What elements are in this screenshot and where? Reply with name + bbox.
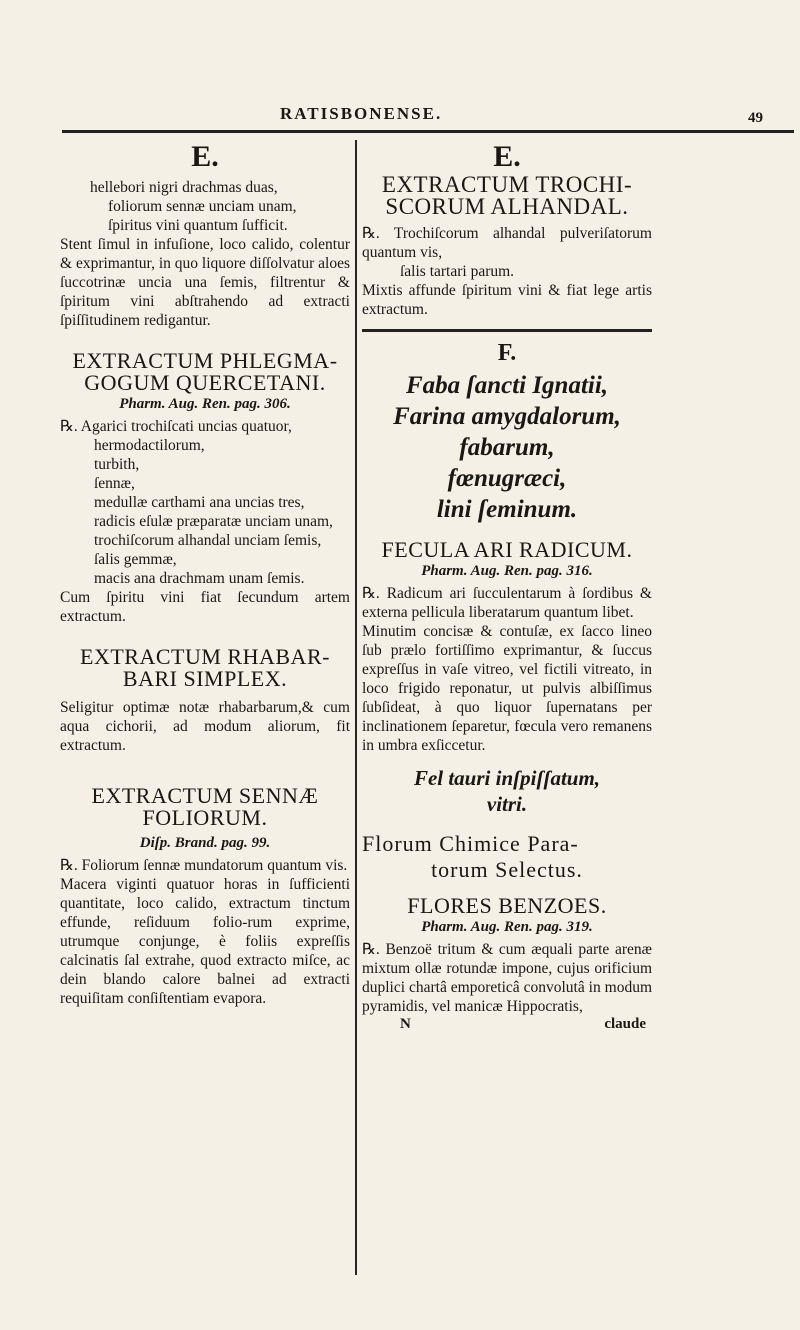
italic-entry: fabarum, <box>459 434 555 461</box>
ingredient-line: turbith, <box>94 456 140 473</box>
page-number: 49 <box>748 110 763 126</box>
paragraph: ℞. Trochiſcorum alhandal pulveriſatorum quantum vis, <box>362 225 652 261</box>
running-title: RATISBONENSE. <box>280 104 443 123</box>
right-column <box>362 140 652 1033</box>
paragraph: Minutim concisæ & contuſæ, ex ſacco lineo ſub prælo fortiſſimo exprimantur, & ſuccus expreſſus in vaſe vitreo, vel fictili vitreato, in loco frigido reponatur, ut pulvis albiſſimus ſubſideat, à quo liquor ſupernatans per inclinationem ſeparetur, fœcula vero remanens in umbra exſiccetur. <box>362 623 652 754</box>
section-letter: E. <box>191 140 219 173</box>
source-citation: Pharm. Aug. Ren. pag. 316. <box>421 563 593 579</box>
ingredient-line: medullæ carthami ana uncias tres, <box>94 494 305 511</box>
italic-entry: vitri. <box>486 792 528 816</box>
left-column <box>60 140 350 1008</box>
ingredient-line: radicis eſulæ præparatæ unciam unam, <box>94 513 333 530</box>
section-heading: BARI SIMPLEX. <box>122 666 288 691</box>
catchword: claude <box>604 1016 646 1032</box>
ingredient-line: ſpiritus vini quantum ſufficit. <box>108 217 288 234</box>
italic-entry: Faba ſancti Ignatii, <box>405 372 609 399</box>
ingredient-line: ſalis gemmæ, <box>94 551 177 568</box>
section-rule <box>362 329 652 332</box>
source-citation: Pharm. Aug. Ren. pag. 319. <box>421 919 593 935</box>
ingredient-line: hellebori nigri drachmas duas, <box>90 179 278 196</box>
section-heading: torum Selectus. <box>431 857 583 882</box>
ingredient-line: trochiſcorum alhandal unciam ſemis, <box>94 532 322 549</box>
italic-entry: fœnugræci, <box>447 465 567 492</box>
section-letter: E. <box>493 140 521 173</box>
section-heading: FECULA ARI RADICUM. <box>381 537 633 562</box>
paragraph: Cum ſpiritu vini fiat ſecundum artem extractum. <box>60 589 350 625</box>
running-head <box>0 104 800 128</box>
paragraph: Seligitur optimæ notæ rhabarbarum,& cum aqua cichorii, ad modum aliorum, fit extractum. <box>60 699 350 754</box>
header-rule <box>62 130 794 133</box>
section-heading: EXTRACTUM TROCHI- <box>381 172 633 197</box>
signature-mark: N <box>400 1016 411 1032</box>
paragraph: Macera viginti quatuor horas in ſufficienti quantitate, loco calido, extractum tinctum effunde, reſiduum folio-rum exprime, utrumque conjunge, è foliis expreſſis calcinatis ſal extrahe, quod extracto miſce, ac dein blando calore balnei ad extracti requiſitam conſiſtentiam evapora. <box>60 876 350 1007</box>
ingredient-line: hermodactilorum, <box>94 437 205 454</box>
paragraph: Mixtis affunde ſpiritum vini & fiat lege artis extractum. <box>362 282 652 318</box>
ingredient-line: ℞. Agarici trochiſcati uncias quatuor, <box>60 418 292 435</box>
section-heading: EXTRACTUM PHLEGMA- <box>72 348 338 373</box>
section-heading: FOLIORUM. <box>142 805 268 830</box>
section-heading: Florum Chimice Para- <box>362 831 579 856</box>
source-citation: Pharm. Aug. Ren. pag. 306. <box>119 396 291 412</box>
section-heading: GOGUM QUERCETANI. <box>84 370 326 395</box>
section-heading: SCORUM ALHANDAL. <box>385 194 629 219</box>
ingredient-line: foliorum sennæ unciam unam, <box>108 198 297 215</box>
column-separator <box>355 140 357 1275</box>
paragraph: ℞. Radicum ari ſucculentarum à ſordibus & externa pellicula liberatarum quantum libet. <box>362 585 652 621</box>
section-heading: EXTRACTUM RHABAR- <box>80 644 330 669</box>
paragraph: ℞. Benzoë tritum & cum æquali parte arenæ mixtum ollæ rotundæ impone, cujus orificium duplici chartâ emporeticâ convolutâ in modum pyramidis, vel manicæ Hippocratis, <box>362 941 652 1015</box>
source-citation: Diſp. Brand. pag. 99. <box>139 835 271 851</box>
section-heading: FLORES BENZOES. <box>407 893 607 918</box>
ingredient-line: macis ana drachmam unam ſemis. <box>94 570 305 587</box>
italic-entry: lini ſeminum. <box>436 496 578 523</box>
section-letter: F. <box>497 340 517 366</box>
paragraph: Stent ſimul in infuſione, loco calido, colentur & exprimantur, in quo liquore diſſolvatur aloes ſuccotrinæ uncia una ſemis, filtrentur & ſpiritum vini abſtrahendo ad extracti ſpiſſitudinem redigantur. <box>60 236 350 329</box>
italic-entry: Farina amygdalorum, <box>393 403 621 430</box>
catchword-line <box>362 1016 652 1033</box>
italic-entry: Fel tauri inſpiſſatum, <box>413 766 601 790</box>
ingredient-line: ſennæ, <box>94 475 135 492</box>
paragraph: ℞. Foliorum ſennæ mundatorum quantum vis. <box>60 857 348 874</box>
ingredient-line: ſalis tartari parum. <box>400 263 515 280</box>
section-heading: EXTRACTUM SENNÆ <box>91 783 319 808</box>
